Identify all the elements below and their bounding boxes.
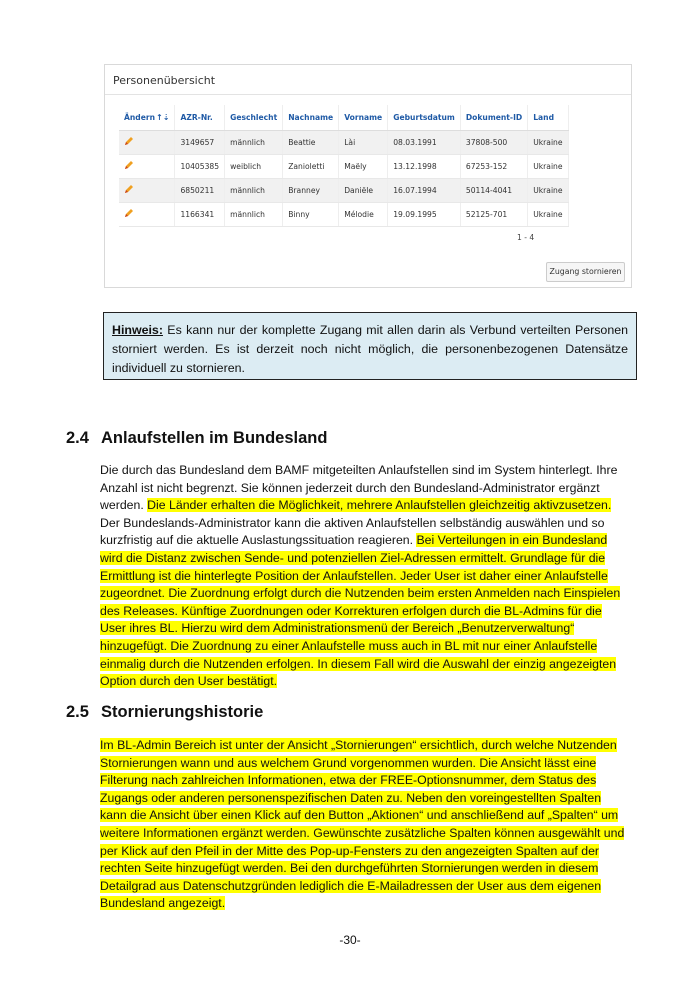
col-header-land[interactable]: Land: [528, 105, 568, 130]
edit-cell[interactable]: [119, 130, 175, 154]
cell-azr: 3149657: [175, 130, 225, 154]
cell-azr: 6850211: [175, 178, 225, 202]
cell-geschlecht: weiblich: [225, 154, 283, 178]
edit-cell[interactable]: [119, 154, 175, 178]
pencil-icon[interactable]: [124, 160, 134, 172]
cell-dokument-id: 37808-500: [460, 130, 527, 154]
section-number: 2.5: [66, 703, 89, 721]
cell-geburtsdatum: 08.03.1991: [388, 130, 461, 154]
cell-dokument-id: 67253-152: [460, 154, 527, 178]
col-header-azr[interactable]: AZR-Nr.: [175, 105, 225, 130]
col-header-nachname[interactable]: Nachname: [283, 105, 339, 130]
highlighted-text: Im BL-Admin Bereich ist unter der Ansicht „Stornierungen“ ersichtlich, durch welche Nutzenden Stornierungen wann und aus welchem Grund vorgenommen wurden. Die Ansicht lässt eine Filterung nach zahlreichen Informationen, etwa der FREE-Optionsnummer, dem Status des Zugangs oder anderen personenspezifischen Daten zu. Neben den voreingestellten Spalten kann die Ansicht über einen Klick auf den Button „Aktionen“ und anschließend auf „Spalten“ um weitere Informationen ergänzt werden. Gewünschte zusätzliche Spalten können ausgewählt und per Klick auf den Pfeil in der Mitte des Pop-up-Fensters zu den angezeigten Spalten auf der rechten Seite hinzugefügt werden. Bei den durchgeführten Stornierungen werden in diesem Detailgrad aus Datenschutzgründen lediglich die E-Mailadressen der User aus dem eigenen Bundesland angezeigt.: [100, 738, 625, 911]
cell-vorname: Mélodie: [339, 202, 388, 226]
cell-geschlecht: männlich: [225, 178, 283, 202]
pagination-info: 1 - 4: [517, 233, 535, 242]
cell-vorname: Maëly: [339, 154, 388, 178]
pencil-icon[interactable]: [124, 208, 134, 220]
cell-nachname: Binny: [283, 202, 339, 226]
cell-geschlecht: männlich: [225, 130, 283, 154]
section-title: Stornierungshistorie: [101, 703, 264, 721]
section-number: 2.4: [66, 429, 89, 447]
highlighted-text: Die Länder erhalten die Möglichkeit, mehrere Anlaufstellen gleichzeitig aktivzusetzen.: [147, 498, 612, 513]
cell-azr: 1166341: [175, 202, 225, 226]
cell-land: Ukraine: [528, 178, 568, 202]
person-table: [119, 105, 569, 227]
note-label: Hinweis:: [112, 323, 163, 337]
note-text: Es kann nur der komplette Zugang mit allen darin als Verbund verteilten Personen storniert werden. Es ist derzeit noch nicht möglich, die personenbezogenen Datensätze individuell zu stornieren.: [112, 323, 628, 375]
section-2-4-paragraph: Die durch das Bundesland dem BAMF mitgeteilten Anlaufstellen sind im System hinterlegt. Ihre Anzahl ist nicht begrenzt. Sie können jederzeit durch den Bundesland-Administrator ergänzt werden. Die Länder erhalten die Möglichkeit, mehrere Anlaufstellen gleichzeitig aktivzusetzen. Der Bundeslands-Administrator kann die aktiven Anlaufstellen selbständig auswählen und so kurzfristig auf die aktuelle Auslastungssituation reagieren. Bei Verteilungen in ein Bundesland wird die Distanz zwischen Sende- und potenziellen Ziel-Adressen ermittelt. Grundlage für die Ermittlung ist die hinterlegte Position der Anlaufstellen. Jeder User ist daher einer Anlaufstelle zugeordnet. Die Zuordnung erfolgt durch die Nutzenden beim ersten Anmelden nach Einspielen des Releases. Künftige Zuordnungen oder Korrekturen erfolgen durch die BL-Admins für die User ihres BL. Hierzu wird dem Administrationsmenü der Bereich „Benutzerverwaltung“ hinzugefügt. Die Zuordnung zu einer Anlaufstelle muss auch in BL mit nur einer Anlaufstelle einmalig durch die Nutzenden erfolgen. In diesem Fall wird die Auswahl der einzig angezeigten Option durch den User bestätigt.: [100, 463, 621, 689]
table-header-row: [119, 105, 568, 130]
cell-land: Ukraine: [528, 130, 568, 154]
cell-nachname: Beattie: [283, 130, 339, 154]
table-row: [119, 202, 568, 226]
panel-title: Personenübersicht: [105, 65, 631, 95]
cell-azr: 10405385: [175, 154, 225, 178]
table-row: [119, 154, 568, 178]
cell-vorname: Daniële: [339, 178, 388, 202]
col-header-aendern[interactable]: Ändern↑⇣: [119, 105, 175, 130]
section-title: Anlaufstellen im Bundesland: [101, 429, 328, 447]
cell-dokument-id: 50114-4041: [460, 178, 527, 202]
cell-nachname: Branney: [283, 178, 339, 202]
section-2-5-paragraph: [100, 737, 631, 913]
cell-nachname: Zanioletti: [283, 154, 339, 178]
cell-geburtsdatum: 16.07.1994: [388, 178, 461, 202]
edit-cell[interactable]: [119, 202, 175, 226]
cell-land: Ukraine: [528, 202, 568, 226]
col-header-geschlecht[interactable]: Geschlecht: [225, 105, 283, 130]
cell-geschlecht: männlich: [225, 202, 283, 226]
cell-vorname: Lài: [339, 130, 388, 154]
sort-icon[interactable]: ↑⇣: [156, 112, 170, 122]
person-overview-panel: [104, 64, 632, 288]
col-header-vorname[interactable]: Vorname: [339, 105, 388, 130]
cell-dokument-id: 52125-701: [460, 202, 527, 226]
table-row: [119, 178, 568, 202]
edit-cell[interactable]: [119, 178, 175, 202]
note-box: [103, 312, 637, 380]
pencil-icon[interactable]: [124, 136, 134, 148]
section-heading-2-4: [66, 429, 327, 448]
table-row: [119, 130, 568, 154]
cell-land: Ukraine: [528, 154, 568, 178]
section-heading-2-5: [66, 703, 263, 722]
pencil-icon[interactable]: [124, 184, 134, 196]
page-number: -30-: [339, 933, 361, 947]
col-header-geburtsdatum[interactable]: Geburtsdatum: [388, 105, 461, 130]
cancel-access-button[interactable]: Zugang stornieren: [546, 262, 625, 282]
highlighted-text: Bei Verteilungen in ein Bundesland wird die Distanz zwischen Sende- und potenziellen Ziel-Adressen ermittelt. Grundlage für die Ermittlung ist die hinterlegte Position der Anlaufstellen. Jeder User ist daher einer Anlaufstelle zugeordnet. Die Zuordnung erfolgt durch die Nutzenden beim ersten Anmelden nach Einspielen des Releases. Künftige Zuordnungen oder Korrekturen erfolgen durch die BL-Admins für die User ihres BL. Hierzu wird dem Administrationsmenü der Bereich „Benutzerverwaltung“ hinzugefügt. Die Zuordnung zu einer Anlaufstelle muss auch in BL mit nur einer Anlaufstelle einmalig durch die Nutzenden erfolgen. In diesem Fall wird die Auswahl der einzig angezeigten Option durch den User bestätigt.: [100, 533, 621, 689]
col-header-dokument-id[interactable]: Dokument-ID: [460, 105, 527, 130]
cell-geburtsdatum: 13.12.1998: [388, 154, 461, 178]
cell-geburtsdatum: 19.09.1995: [388, 202, 461, 226]
